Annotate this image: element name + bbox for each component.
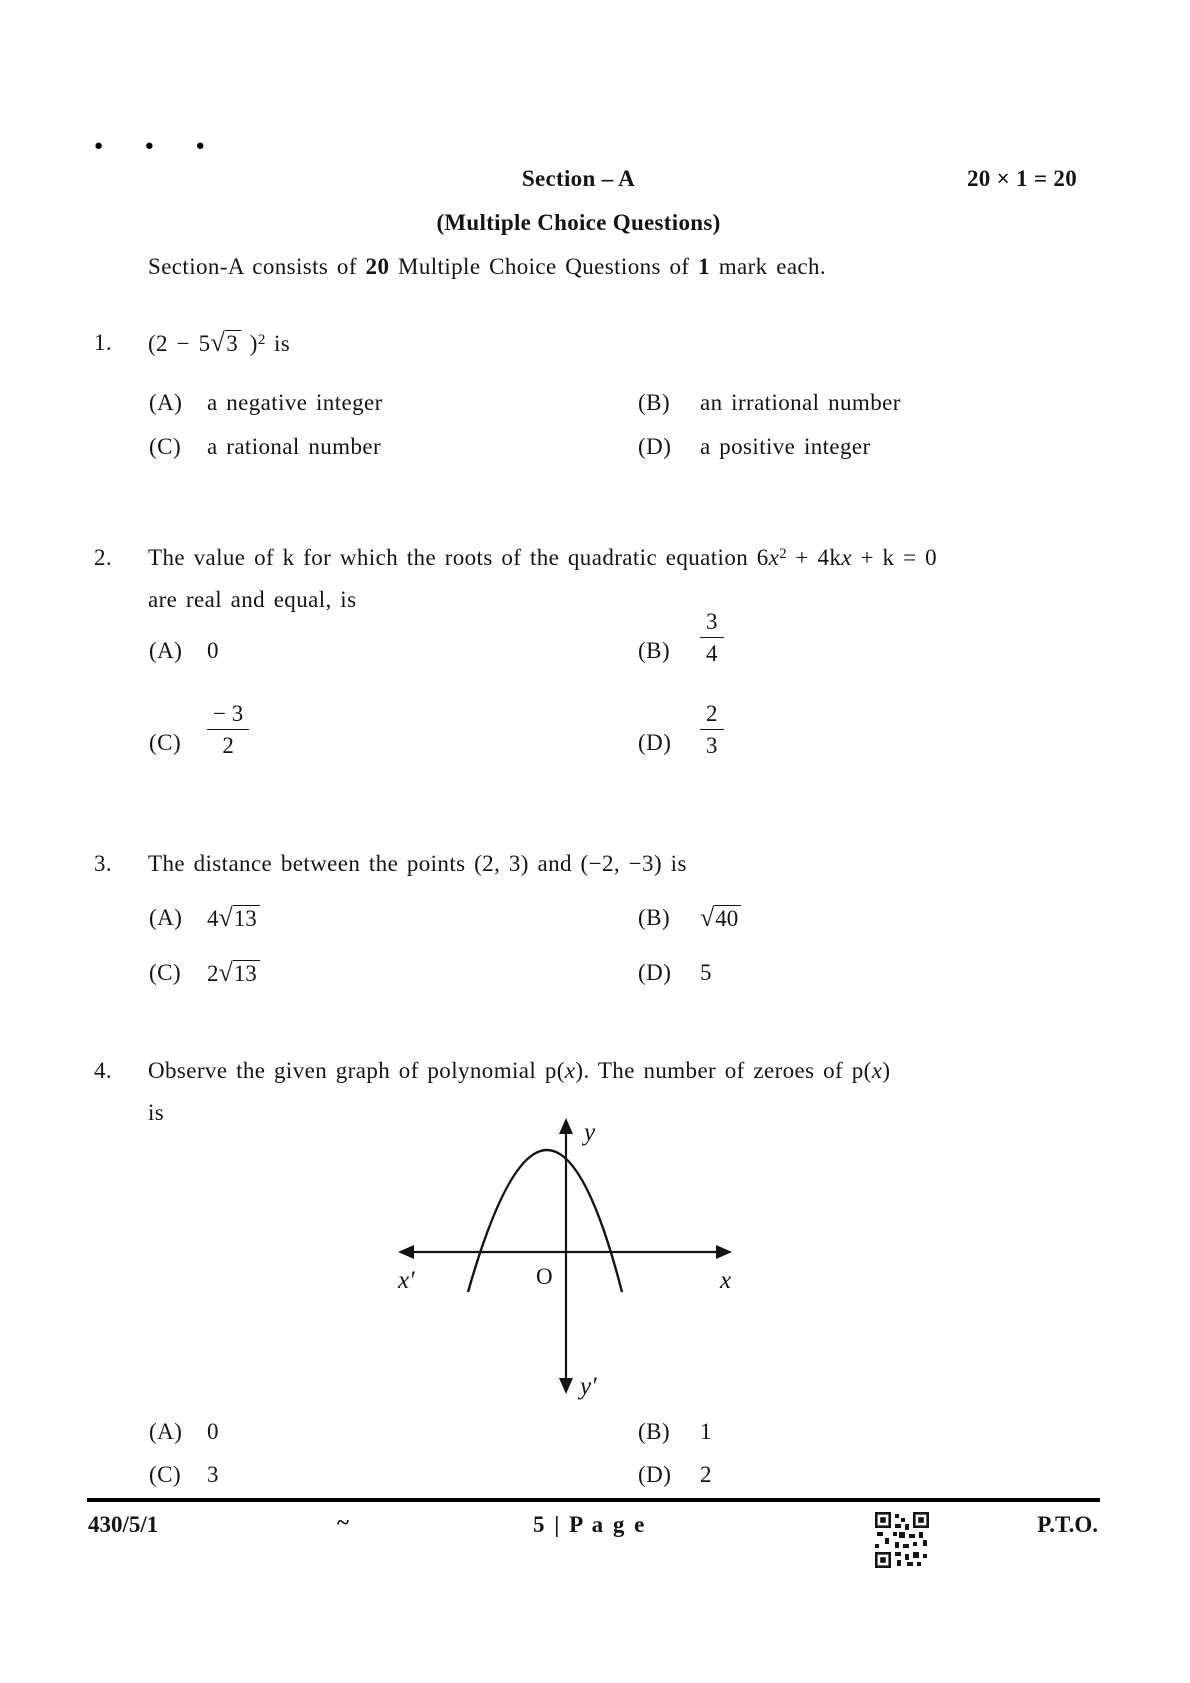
x-axis-label: x: [720, 1267, 732, 1294]
q3-option-b-text: [700, 905, 741, 932]
q2-option-c-fraction: [207, 698, 249, 761]
q4-option-b-text: 1: [700, 1419, 712, 1444]
q2-option-b-label: (B): [638, 638, 671, 663]
q1-radicand: 3: [225, 330, 241, 356]
qr-code: [875, 1512, 929, 1568]
intro-text: Section-A consists of: [148, 254, 366, 279]
y-axis-down-arrow-icon: [559, 1378, 573, 1394]
q4-text-line1: [148, 1058, 890, 1084]
q4-option-c-label: (C): [149, 1462, 182, 1487]
q3-option-d-text: 5: [700, 960, 712, 985]
q3-option-c-text: [207, 960, 260, 987]
section-subtitle: (Multiple Choice Questions): [436, 210, 721, 235]
y-axis-label: y: [584, 1119, 596, 1146]
q3-text: The distance between the points (2, 3) and (−2, −3) is: [148, 851, 687, 876]
q2-text: The value of k for which the roots of the quadratic equation 6: [148, 545, 769, 570]
fraction-denominator: 2: [222, 733, 234, 759]
x-prime-axis-label: x′: [398, 1267, 415, 1294]
footer-divider: [87, 1498, 1100, 1502]
x-axis-right-arrow-icon: [716, 1245, 732, 1259]
paper-code: 430/5/1: [88, 1512, 159, 1537]
q2-option-c-label: (C): [149, 730, 182, 755]
q3-option-d-label: (D): [638, 960, 672, 985]
coefficient: 4: [207, 906, 219, 931]
radicand: 13: [233, 905, 260, 931]
q2-option-a-text: 0: [207, 638, 219, 663]
fraction-denominator: 3: [706, 733, 718, 759]
q1-option-b-label: (B): [638, 390, 671, 415]
q2-option-a-label: (A): [149, 638, 183, 663]
q2-number: 2.: [94, 545, 113, 570]
q1-option-a-text: a negative integer: [207, 390, 383, 415]
q3-option-a-text: [207, 905, 260, 932]
q4-number: 4.: [94, 1058, 113, 1083]
q1-option-d-text: a positive integer: [700, 434, 871, 459]
pto-label: P.T.O.: [1037, 1512, 1098, 1537]
polynomial-graph: [380, 1100, 760, 1410]
q1-option-c-text: a rational number: [207, 434, 382, 459]
q4-text: ): [882, 1058, 891, 1083]
q2-text: + k = 0: [851, 545, 938, 570]
radicand: 40: [714, 905, 741, 931]
q2-option-d-fraction: [700, 698, 724, 761]
q4-option-b-label: (B): [638, 1419, 671, 1444]
footer-separator: ~: [337, 1510, 349, 1535]
fraction-numerator: − 3: [207, 698, 249, 730]
q1-exponent: 2: [257, 332, 266, 348]
q4-var-x: x: [564, 1058, 576, 1083]
section-marks: 20 × 1 = 20: [966, 166, 1077, 191]
q4-option-d-text: 2: [700, 1462, 712, 1487]
q4-option-a-label: (A): [149, 1419, 183, 1444]
q2-var-x: x: [768, 545, 780, 570]
q2-var-x: x: [841, 545, 852, 570]
q2-option-b-fraction: [700, 606, 724, 669]
q3-number: 3.: [94, 851, 113, 876]
fraction-denominator: 4: [706, 641, 718, 667]
y-axis-up-arrow-icon: [559, 1118, 573, 1134]
origin-label: O: [536, 1264, 553, 1289]
q4-option-d-label: (D): [638, 1462, 672, 1487]
radical-sign: √: [210, 328, 226, 357]
intro-count-bold: 20: [365, 254, 390, 279]
radicand: 13: [233, 960, 260, 986]
q1-option-b-text: an irrational number: [700, 390, 901, 415]
q1-option-a-label: (A): [149, 390, 183, 415]
fraction-numerator: 2: [700, 698, 724, 730]
x-axis-left-arrow-icon: [398, 1245, 414, 1259]
q2-text: + 4k: [786, 545, 842, 570]
q4-option-a-text: 0: [207, 1419, 219, 1444]
intro-text: mark each.: [710, 254, 827, 279]
radical-sign: √: [218, 903, 233, 932]
y-prime-axis-label: y′: [580, 1373, 597, 1400]
intro-mark-bold: 1: [698, 254, 711, 279]
q1-expr-close: ): [241, 331, 258, 356]
q4-option-c-text: 3: [207, 1462, 219, 1487]
q2-text-line1: [148, 545, 937, 571]
q1-expr-tail: is: [265, 331, 291, 356]
page-number: 5 | P a g e: [533, 1512, 647, 1537]
section-title: Section – A: [521, 166, 636, 191]
q1-text: [148, 330, 290, 357]
intro-text: Multiple Choice Questions of: [389, 254, 699, 279]
q1-option-d-label: (D): [638, 434, 672, 459]
q4-text: ). The number of zeroes of p(: [575, 1058, 872, 1083]
q2-text-line2: are real and equal, is: [148, 587, 357, 612]
q4-var-x: x: [871, 1058, 883, 1083]
q1-expr-open: (2 − 5: [148, 331, 211, 356]
q4-text-line2: is: [148, 1100, 165, 1125]
q3-option-a-label: (A): [149, 905, 183, 930]
q3-option-b-label: (B): [638, 905, 671, 930]
q4-text: Observe the given graph of polynomial p(: [148, 1058, 565, 1083]
section-intro: [148, 254, 826, 280]
q2-exponent: 2: [779, 546, 787, 562]
q3-option-c-label: (C): [149, 960, 182, 985]
q2-option-d-label: (D): [638, 730, 672, 755]
radical-sign: √: [700, 903, 715, 932]
radical-sign: √: [218, 958, 233, 987]
q1-option-c-label: (C): [149, 434, 182, 459]
page-corner-dots-icon: ● ● ●: [94, 138, 224, 154]
fraction-numerator: 3: [700, 606, 724, 638]
coefficient: 2: [207, 961, 219, 986]
q1-number: 1.: [94, 330, 113, 355]
